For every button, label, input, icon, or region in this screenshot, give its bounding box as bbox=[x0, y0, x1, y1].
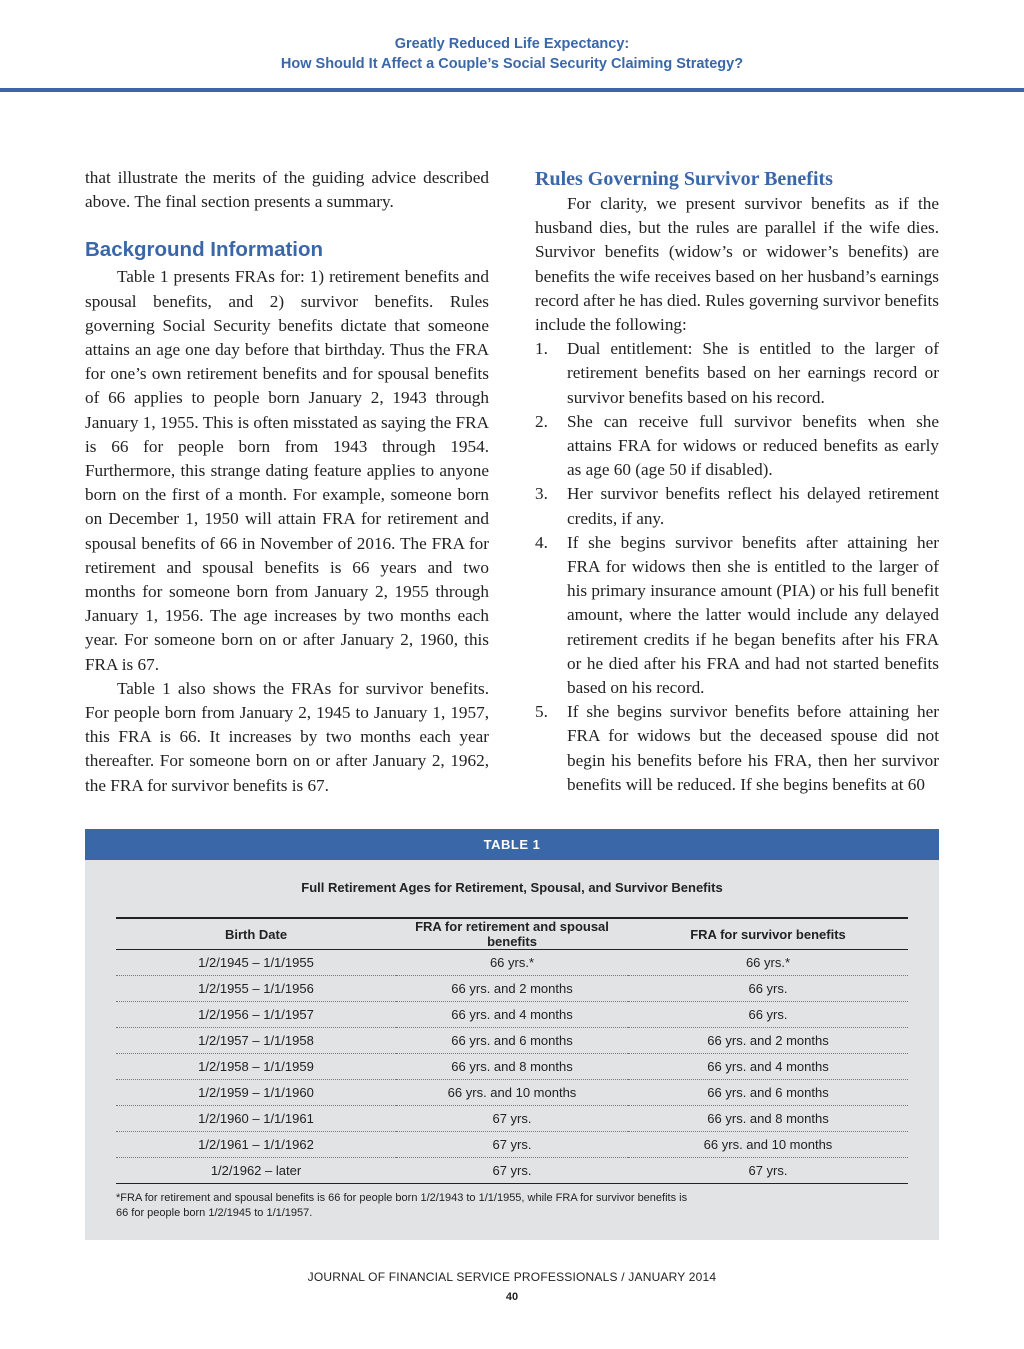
list-item bbox=[535, 531, 939, 700]
list-item bbox=[535, 700, 939, 797]
table-row bbox=[116, 1002, 908, 1028]
fra-survivor-cell: 66 yrs. and 6 months bbox=[628, 1080, 908, 1106]
fra-retirement-cell: 66 yrs. and 4 months bbox=[396, 1002, 628, 1028]
birth-date-cell: 1/2/1962 – later bbox=[116, 1158, 396, 1184]
birth-date-cell: 1/2/1957 – 1/1/1958 bbox=[116, 1028, 396, 1054]
table-footnote bbox=[116, 1191, 816, 1221]
list-item bbox=[535, 482, 939, 530]
table-label: TABLE 1 bbox=[85, 829, 939, 860]
table-row bbox=[116, 1080, 908, 1106]
fra-retirement-cell: 67 yrs. bbox=[396, 1132, 628, 1158]
list-item-number: 2. bbox=[535, 411, 548, 431]
birth-date-cell: 1/2/1955 – 1/1/1956 bbox=[116, 976, 396, 1002]
list-item-number: 4. bbox=[535, 532, 548, 552]
birth-date-cell: 1/2/1961 – 1/1/1962 bbox=[116, 1132, 396, 1158]
header-subtitle: How Should It Affect a Couple’s Social Security Claiming Strategy? bbox=[280, 56, 744, 72]
list-item-text: Dual entitlement: She is entitled to the larger of retirement benefits based on her earnings record or survivor benefits based on his record. bbox=[567, 339, 939, 407]
table-header-row bbox=[116, 918, 908, 950]
table-title: Full Retirement Ages for Retirement, Spousal, and Survivor Benefits bbox=[301, 880, 723, 895]
fra-survivor-cell: 66 yrs. bbox=[628, 1002, 908, 1028]
list-item-number: 3. bbox=[535, 484, 548, 504]
birth-date-cell: 1/2/1945 – 1/1/1955 bbox=[116, 950, 396, 976]
list-item-text: If she begins survivor benefits after attaining her FRA for widows then she is entitled to the larger of his primary insurance amount (PIA) or his full benefit amount, where the latter would include any delayed retirement credits if he began benefits after his FRA or he died after his FRA and had not started benefits based on his record. bbox=[567, 532, 939, 698]
fra-survivor-cell: 66 yrs. and 10 months bbox=[628, 1132, 908, 1158]
fra-retirement-cell: 67 yrs. bbox=[396, 1106, 628, 1132]
birth-date-cell: 1/2/1960 – 1/1/1961 bbox=[116, 1106, 396, 1132]
column-header-fra-survivor: FRA for survivor benefits bbox=[628, 918, 908, 950]
fra-retirement-cell: 67 yrs. bbox=[396, 1158, 628, 1184]
running-header bbox=[0, 34, 1024, 74]
fra-survivor-cell: 66 yrs. bbox=[628, 976, 908, 1002]
right-column bbox=[535, 166, 939, 797]
fra-survivor-cell: 66 yrs. and 4 months bbox=[628, 1054, 908, 1080]
list-item-text: If she begins survivor benefits before attaining her FRA for widows but the deceased spouse did not begin his benefits before his FRA, then her survivor benefits will be reduced. If she begins benefits at 60 bbox=[567, 702, 939, 794]
table-1-box bbox=[85, 829, 939, 1240]
table-row bbox=[116, 976, 908, 1002]
table-row bbox=[116, 950, 908, 976]
survivor-rules-heading: Rules Governing Survivor Benefits bbox=[535, 168, 833, 190]
table-row bbox=[116, 1106, 908, 1132]
left-column bbox=[85, 166, 489, 798]
header-title: Greatly Reduced Life Expectancy: bbox=[394, 36, 630, 52]
intro-paragraph: that illustrate the merits of the guiding advice described above. The final section presents a summary. bbox=[85, 168, 489, 212]
birth-date-cell: 1/2/1956 – 1/1/1957 bbox=[116, 1002, 396, 1028]
fra-survivor-cell: 66 yrs.* bbox=[628, 950, 908, 976]
fra-retirement-cell: 66 yrs. and 2 months bbox=[396, 976, 628, 1002]
table-row bbox=[116, 1132, 908, 1158]
fra-retirement-cell: 66 yrs. and 10 months bbox=[396, 1080, 628, 1106]
footnote-line-1: *FRA for retirement and spousal benefits is 66 for people born 1/2/1943 to 1/1/1955, while FRA for survivor benefits is bbox=[116, 1192, 688, 1204]
fra-retirement-cell: 66 yrs. and 6 months bbox=[396, 1028, 628, 1054]
background-paragraph-2: Table 1 also shows the FRAs for survivor benefits. For people born from January 2, 1945 to January 1, 1957, this FRA is 66. It increases by two months each year thereafter. For someone born on or after January 2, 1962, the FRA for survivor benefits is 67. bbox=[85, 678, 489, 795]
page-number: 40 bbox=[505, 1291, 519, 1303]
fra-survivor-cell: 66 yrs. and 8 months bbox=[628, 1106, 908, 1132]
journal-footer: JOURNAL OF FINANCIAL SERVICE PROFESSIONALS / JANUARY 2014 bbox=[307, 1270, 717, 1284]
birth-date-cell: 1/2/1958 – 1/1/1959 bbox=[116, 1054, 396, 1080]
column-header-fra-retirement-spousal: FRA for retirement and spousal benefits bbox=[396, 918, 628, 950]
background-paragraph-1: Table 1 presents FRAs for: 1) retirement benefits and spousal benefits, and 2) survivor benefits. Rules governing Social Security benefits dictate that someone attains an age one day before that birthday. Thus the FRA for one’s own retirement benefits and for spousal benefits of 66 applies to people born January 2, 1943 through January 1, 1955. This is often misstated as saying the FRA is 66 for people born from 1943 through 1954. Furthermore, this strange dating feature applies to anyone born on the first of a month. For example, someone born on December 1, 1950 will attain FRA for retirement and spousal benefits of 66 in November of 2016. The FRA for retirement and spousal benefits is 66 years and two months for someone born from January 2, 1955 through January 1, 1956. The age increases by two months each year. For someone born on or after January 2, 1960, this FRA is 67. bbox=[85, 267, 489, 674]
list-item-number: 1. bbox=[535, 339, 548, 359]
fra-survivor-cell: 67 yrs. bbox=[628, 1158, 908, 1184]
background-heading: Background Information bbox=[85, 238, 324, 262]
fra-retirement-cell: 66 yrs.* bbox=[396, 950, 628, 976]
table-row bbox=[116, 1028, 908, 1054]
list-item bbox=[535, 337, 939, 410]
list-item-text: She can receive full survivor benefits when she attains FRA for widows or reduced benefits as early as age 60 (age 50 if disabled). bbox=[567, 411, 939, 480]
table-row bbox=[116, 1158, 908, 1184]
birth-date-cell: 1/2/1959 – 1/1/1960 bbox=[116, 1080, 396, 1106]
list-item-number: 5. bbox=[535, 702, 548, 722]
fra-survivor-cell: 66 yrs. and 2 months bbox=[628, 1028, 908, 1054]
table-row bbox=[116, 1054, 908, 1080]
list-item-text: Her survivor benefits reflect his delayed retirement credits, if any. bbox=[567, 484, 939, 528]
column-header-birth-date: Birth Date bbox=[116, 918, 396, 950]
footnote-line-2: 66 for people born 1/2/1945 to 1/1/1957. bbox=[116, 1207, 313, 1219]
fra-retirement-cell: 66 yrs. and 8 months bbox=[396, 1054, 628, 1080]
list-item bbox=[535, 410, 939, 483]
survivor-intro-paragraph: For clarity, we present survivor benefits as if the husband dies, but the rules are parallel if the wife dies. Survivor benefits (widow’s or widower’s benefits) are benefits the wife receives based on her husband’s earnings record after he has died. Rules governing survivor benefits include the following: bbox=[535, 194, 939, 335]
header-rule bbox=[0, 88, 1024, 92]
rules-list bbox=[535, 337, 939, 797]
fra-table bbox=[116, 917, 908, 1184]
